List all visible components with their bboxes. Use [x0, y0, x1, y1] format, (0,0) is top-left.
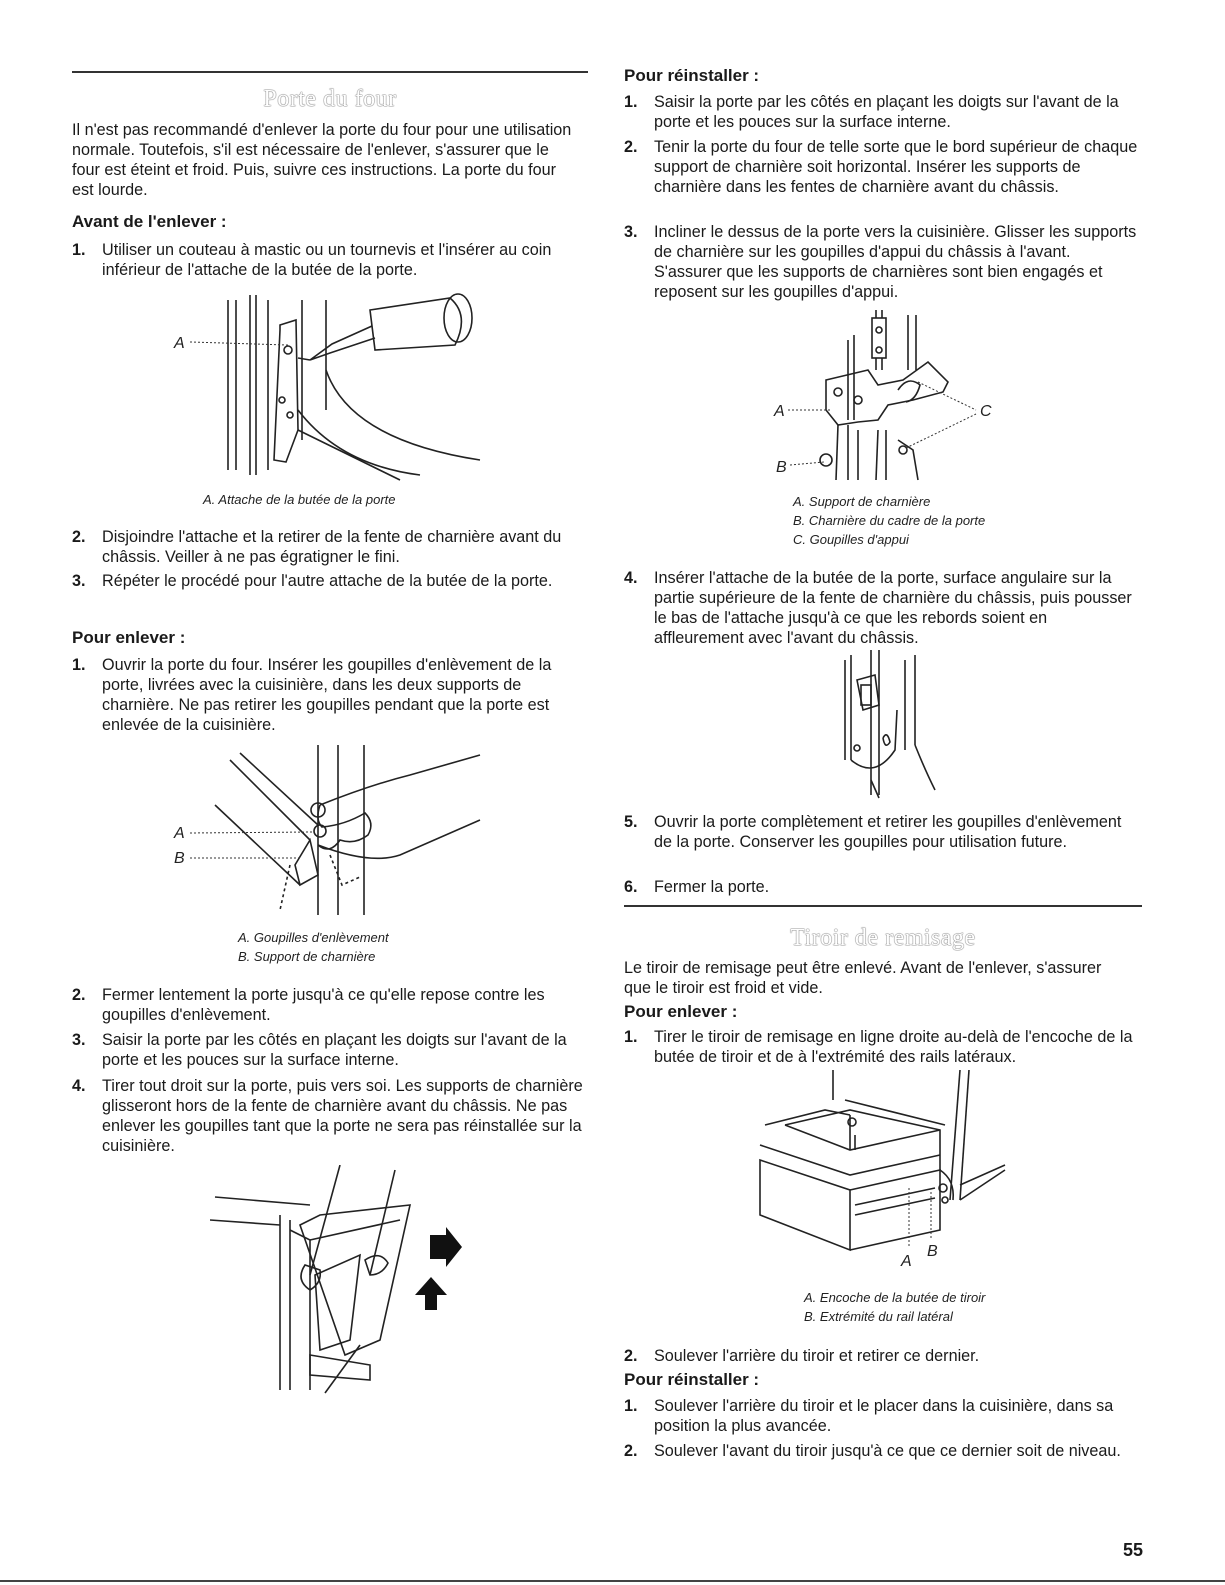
fig1-caption: A. Attache de la butée de la porte — [203, 492, 396, 507]
step-number: 6. — [624, 878, 638, 896]
heading-pour-reinstaller: Pour réinstaller : — [624, 66, 760, 85]
fig4-caption-a: A. Support de charnière — [793, 494, 931, 509]
step-number: 3. — [72, 1031, 86, 1049]
step-text: Tirer le tiroir de remisage en ligne droite au-delà de l'encoche de la butée de tiroir et de à l'extrémité des rails latéraux. — [654, 1028, 1133, 1066]
step-text: Saisir la porte par les côtés en plaçant les doigts sur l'avant de la porte et les pouces sur la surface interne. — [654, 93, 1119, 131]
page-number: 55 — [1122, 1540, 1143, 1560]
step-number: 1. — [624, 1028, 638, 1046]
step-text: Soulever l'avant du tiroir jusqu'à ce que ce dernier soit de niveau. — [654, 1442, 1121, 1460]
figure-hinge-support — [768, 310, 1008, 490]
step-number: 2. — [624, 1347, 638, 1365]
step-number: 2. — [624, 138, 638, 156]
heading-avant-enlever: Avant de l'enlever : — [72, 212, 227, 231]
section-title-drawer: Tiroir de remisage — [790, 925, 976, 951]
step-text: Soulever l'arrière du tiroir et retirer ce dernier. — [654, 1347, 980, 1365]
heading-pour-enlever: Pour enlever : — [72, 628, 186, 647]
step-text: Fermer lentement la porte jusqu'à ce qu'elle repose contre les goupilles d'enlèvement. — [102, 986, 545, 1024]
step-text: Disjoindre l'attache et la retirer de la fente de charnière avant du châssis. Veiller à ne pas égratigner le fini. — [102, 528, 562, 566]
step-text: Insérer l'attache de la butée de la porte, surface angulaire sur la partie supérieure de la fente de charnière du châssis, puis pousser le bas de l'attache jusqu'à ce que les rebords soient en affleurement avec l'avant du châssis. — [654, 569, 1132, 647]
heading-drawer-enlever: Pour enlever : — [624, 1002, 738, 1021]
step-number: 1. — [624, 1397, 638, 1415]
step-text: Répéter le procédé pour l'autre attache de la butée de la porte. — [102, 572, 553, 590]
fig1-label-a: A — [174, 335, 185, 352]
fig6-caption-a: A. Encoche de la butée de tiroir — [804, 1290, 986, 1305]
drawer-intro: Le tiroir de remisage peut être enlevé. Avant de l'enlever, s'assurer que le tiroir est froid et vide. — [624, 959, 1102, 997]
step-number: 3. — [72, 572, 86, 590]
figure-drawer — [755, 1070, 1015, 1275]
step-text: Incliner le dessus de la porte vers la cuisinière. Glisser les supports de charnière sur les goupilles d'appui du châssis à l'avant. S'assurer que les supports de charnières sont bien engagés et reposent sur les goupilles d'appui. — [654, 223, 1137, 301]
section-rule-drawer — [624, 905, 1142, 907]
step-number: 2. — [624, 1442, 638, 1460]
section-title-oven-door: Porte du four — [263, 86, 397, 112]
fig6-caption-b: B. Extrémité du rail latéral — [804, 1309, 953, 1324]
step-text: Fermer la porte. — [654, 878, 770, 896]
fig4-caption-b: B. Charnière du cadre de la porte — [793, 513, 986, 528]
step-number: 1. — [72, 656, 86, 674]
step-text: Tenir la porte du four de telle sorte que le bord supérieur de chaque support de charnière soit horizontal. Insérer les supports de charnière dans les fentes de charnière avant du châssis. — [654, 138, 1138, 196]
fig4-label-c: C — [980, 403, 992, 420]
fig2-caption-a: A. Goupilles d'enlèvement — [238, 930, 389, 945]
step-text: Ouvrir la porte du four. Insérer les goupilles d'enlèvement de la porte, livrées avec la cuisinière, dans les deux supports de charnière. Ne pas retirer les goupilles pendant que la porte est enlevée de la cuisinière. — [102, 656, 552, 734]
step-text: Utiliser un couteau à mastic ou un tournevis et l'insérer au coin inférieur de l'attache de la butée de la porte. — [102, 241, 552, 279]
bottom-border — [0, 1580, 1225, 1582]
step-number: 1. — [624, 93, 638, 111]
step-text: Soulever l'arrière du tiroir et le placer dans la cuisinière, dans sa position la plus avancée. — [654, 1397, 1114, 1435]
fig2-label-a: A — [174, 825, 185, 842]
fig2-label-b: B — [174, 850, 185, 867]
fig4-caption-c: C. Goupilles d'appui — [793, 532, 909, 547]
fig4-label-b: B — [776, 459, 787, 476]
step-number: 3. — [624, 223, 638, 241]
step-number: 4. — [624, 569, 638, 587]
step-text: Ouvrir la porte complètement et retirer les goupilles d'enlèvement de la porte. Conserver les goupilles pour utilisation future. — [654, 813, 1122, 851]
step-number: 2. — [72, 986, 86, 1004]
fig6-label-a: A — [901, 1253, 912, 1270]
fig4-label-a: A — [774, 403, 785, 420]
figure-lift-door — [210, 1165, 470, 1395]
fig6-label-b: B — [927, 1243, 938, 1260]
step-number: 2. — [72, 528, 86, 546]
step-number: 5. — [624, 813, 638, 831]
step-number: 1. — [72, 241, 86, 259]
step-text: Tirer tout droit sur la porte, puis vers soi. Les supports de charnière glisseront hors de la fente de charnière avant du châssis. Ne pas enlever les goupilles tant que la porte ne sera pas réinstallée sur la cuisinière. — [102, 1077, 583, 1155]
figure-door-stop-clip — [170, 290, 500, 485]
step-text: Saisir la porte par les côtés en plaçant les doigts sur l'avant de la porte et les pouces sur la surface interne. — [102, 1031, 567, 1069]
heading-drawer-reinstaller: Pour réinstaller : — [624, 1370, 760, 1389]
section-rule-top-left — [72, 71, 588, 73]
fig2-caption-b: B. Support de charnière — [238, 949, 376, 964]
figure-clip-installed — [835, 650, 945, 800]
intro-paragraph: Il n'est pas recommandé d'enlever la porte du four pour une utilisation normale. Toutefois, s'il est nécessaire de l'enlever, s'assurer que le four est éteint et froid. Puis, suivre ces instructions. La porte du four est lourde. — [72, 121, 572, 199]
figure-removal-pins — [170, 745, 490, 920]
step-number: 4. — [72, 1077, 86, 1095]
